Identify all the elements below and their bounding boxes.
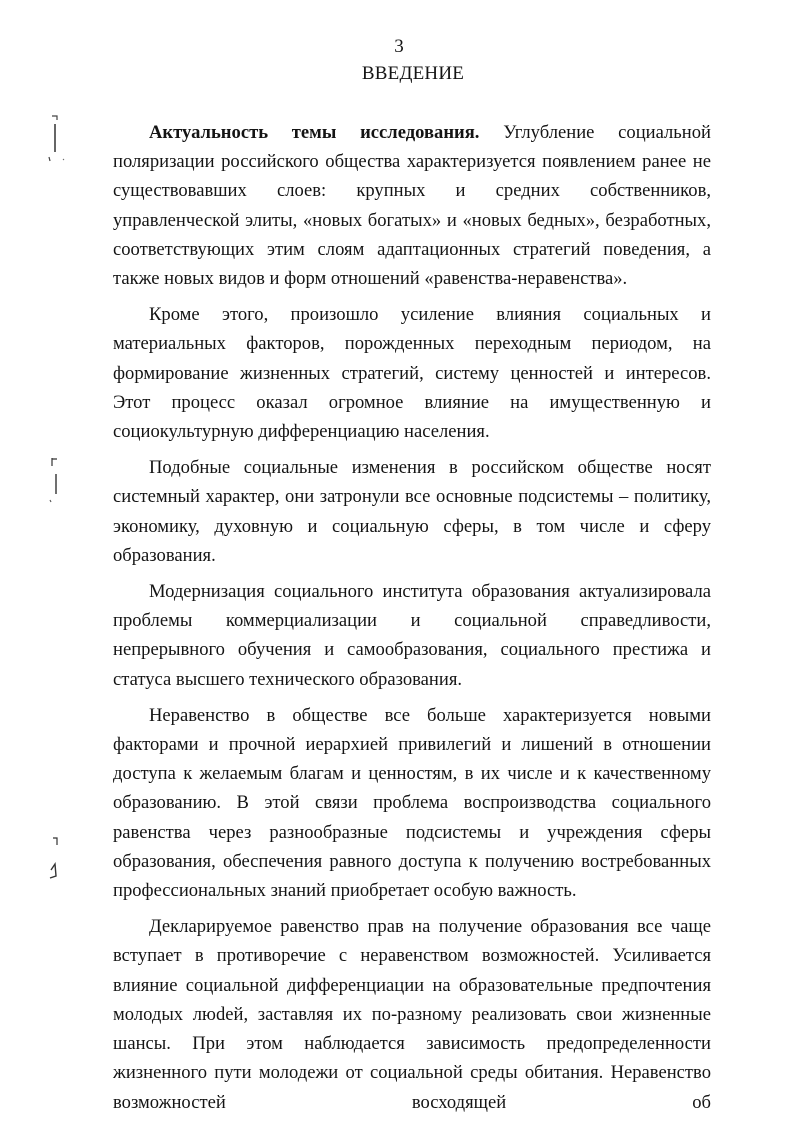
paragraph: Подобные социальные изменения в российском обществе носят системный характер, они затронули все основные подсистемы – политику, экономику, духовную и социальную сферы, в том числе и сферу образования.	[113, 457, 711, 566]
page-number: 3	[394, 36, 404, 57]
paragraph-lead-heading: Актуальность темы исследования.	[149, 122, 480, 143]
paragraph: Модернизация социального института образования актуализировала проблемы коммерциализации и социальной справедливости, непрерывного обучения и самообразования, социального престижа и статуса высшего технического образования.	[113, 581, 711, 690]
binding-hole-mark	[40, 834, 70, 888]
section-heading: ВВЕДЕНИЕ	[361, 63, 465, 84]
document-body	[113, 118, 711, 1124]
paragraph-text: Углубление социальной поляризации российского общества характеризуется появлением ранее не существовавших слоев: крупных и средних собственников, управленческой элиты, «новых богатых» и «новых бедных», безработных, соответствующих этим слоям адаптационных стратегий поведения, а также новых видов и форм отношений «равенства-неравенства».	[113, 122, 711, 290]
binding-hole-mark	[40, 112, 70, 166]
paragraph: Декларируемое равенство прав на получение образования все чаще вступает в противоречие с неравенством возможностей. Усиливается влияние социальной дифференциации на образовательные предпочтения молодых люdей, заставляя их по-разному реализовать свои жизненные шансы. При этом наблюдается зависимость предопределенности жизненного пути молодежи от социальной среды обитания. Неравенство возможностей восходящей об	[113, 916, 711, 1113]
paragraph: Неравенство в обществе все больше характеризуется новыми факторами и прочной иерархией привилегий и лишений в отношении доступа к желаемым благам и ценностям, в их числе и к качественному образованию. В этой связи проблема воспроизводства социального равенства через разнообразные подсистемы и учреждения сферы образования, обеспечения равного доступа к получению востребованных профессиональных знаний приобретает особую важность.	[113, 704, 711, 902]
binding-hole-mark	[40, 452, 70, 506]
paragraph: Кроме этого, произошло усиление влияния социальных и материальных факторов, порожденных переходным периодом, на формирование жизненных стратегий, систему ценностей и интересов. Этот процесс оказал огромное влияние на имущественную и социокультурную дифференциацию населения.	[113, 304, 711, 443]
paragraph-relevance	[113, 118, 711, 293]
